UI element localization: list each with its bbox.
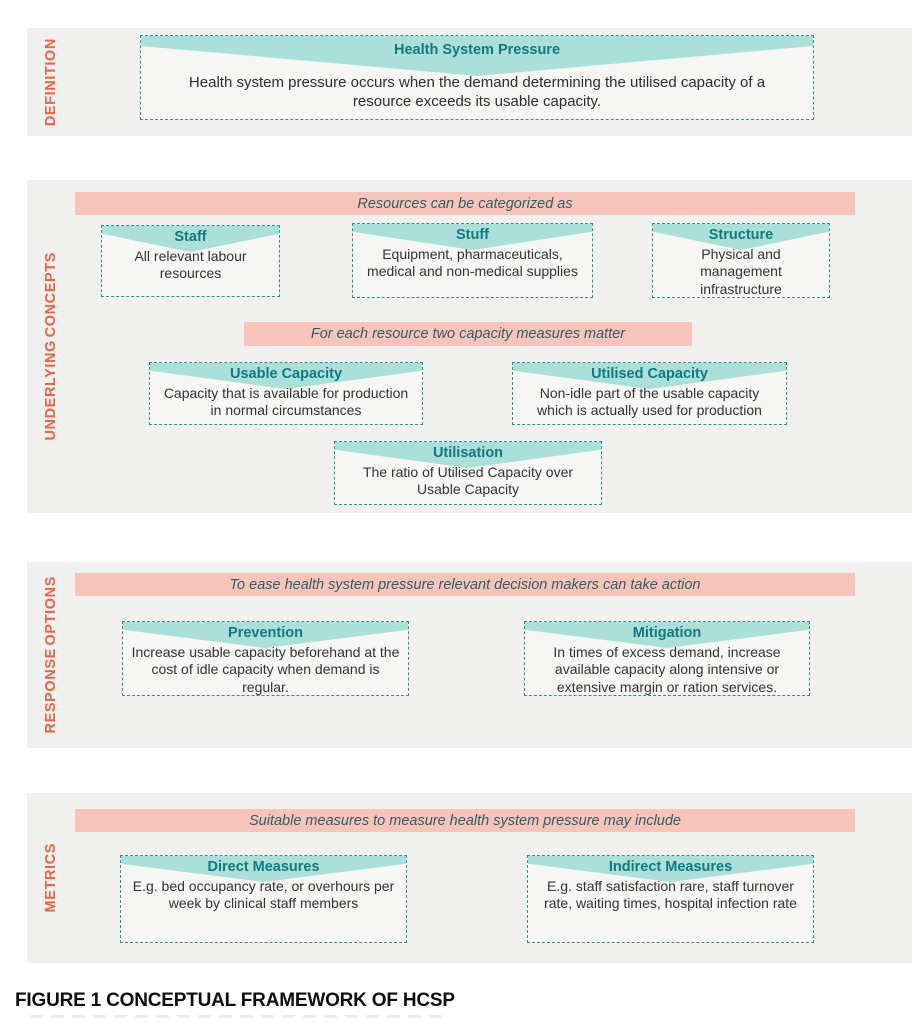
box-body: Physical and management infrastructure [700,246,782,297]
underlying-concepts-section [27,180,912,513]
box-title: Staff [174,229,207,245]
direct-measures-box [120,855,407,943]
box-title: Utilised Capacity [591,366,708,382]
stuff-box [352,223,593,298]
usable-capacity-box [149,362,423,425]
utilisation-box [334,441,602,505]
prevention-box [122,621,409,696]
definition-section [27,28,912,136]
box-body: The ratio of Utilised Capacity over Usable Capacity [362,464,574,498]
response-banner-text: To ease health system pressure relevant decision makers can take action [229,576,701,593]
box-body: Non-idle part of the usable capacity which is actually used for production [537,385,762,419]
box-body: All relevant labour resources [134,248,247,282]
box-body: Capacity that is available for production in normal circumstances [163,385,409,419]
mitigation-box [524,621,810,696]
structure-box [652,223,830,298]
response-options-section [27,562,912,748]
box-title: Prevention [228,625,303,641]
box-title: Indirect Measures [608,859,733,875]
box-title: Stuff [455,227,489,243]
utilised-capacity-box [512,362,787,425]
underlying-concepts-label [33,180,69,513]
response-options-label-text: RESPONSE OPTIONS [43,576,59,734]
resources-banner [75,192,855,215]
response-options-label [33,562,69,748]
box-title: Structure [708,227,774,243]
box-body: Equipment, pharmaceuticals, medical and non-medical supplies [367,246,578,280]
resources-banner-text: Resources can be categorized as [357,195,573,212]
cutoff-text-line [30,1015,442,1018]
health-system-pressure-box [140,35,814,120]
box-title: Usable Capacity [229,366,343,382]
box-body: Increase usable capacity beforehand at the cost of idle capacity when demand is regular. [131,644,400,695]
indirect-measures-box [527,855,814,943]
box-body: E.g. staff satisfaction rare, staff turnover rate, waiting times, hospital infection rate [544,878,797,912]
box-title: Utilisation [432,445,504,461]
metrics-label-text: METRICS [43,843,59,913]
box-body: E.g. bed occupancy rate, or overhours per week by clinical staff members [132,878,395,912]
metrics-banner [75,809,855,832]
underlying-concepts-label-text: UNDERLYING CONCEPTS [43,252,59,441]
definition-label [33,28,69,136]
figure-caption: FIGURE 1 CONCEPTUAL FRAMEWORK OF HCSP [15,990,455,1011]
capacity-measures-banner-text: For each resource two capacity measures matter [310,326,626,342]
capacity-measures-banner [244,322,692,346]
response-banner [75,573,855,596]
staff-box [101,225,280,297]
definition-label-text: DEFINITION [43,37,59,127]
metrics-banner-text: Suitable measures to measure health system pressure may include [249,812,681,829]
box-body: Health system pressure occurs when the demand determining the utilised capacity of a resource exceeds its usable capacity. [188,74,766,110]
metrics-label [33,793,69,963]
metrics-section [27,793,912,963]
box-title: Health System Pressure [393,42,561,58]
box-title: Direct Measures [207,859,320,875]
box-title: Mitigation [632,625,702,641]
box-body: In times of excess demand, increase available capacity along intensive or extensive margin or ration services. [553,644,781,695]
